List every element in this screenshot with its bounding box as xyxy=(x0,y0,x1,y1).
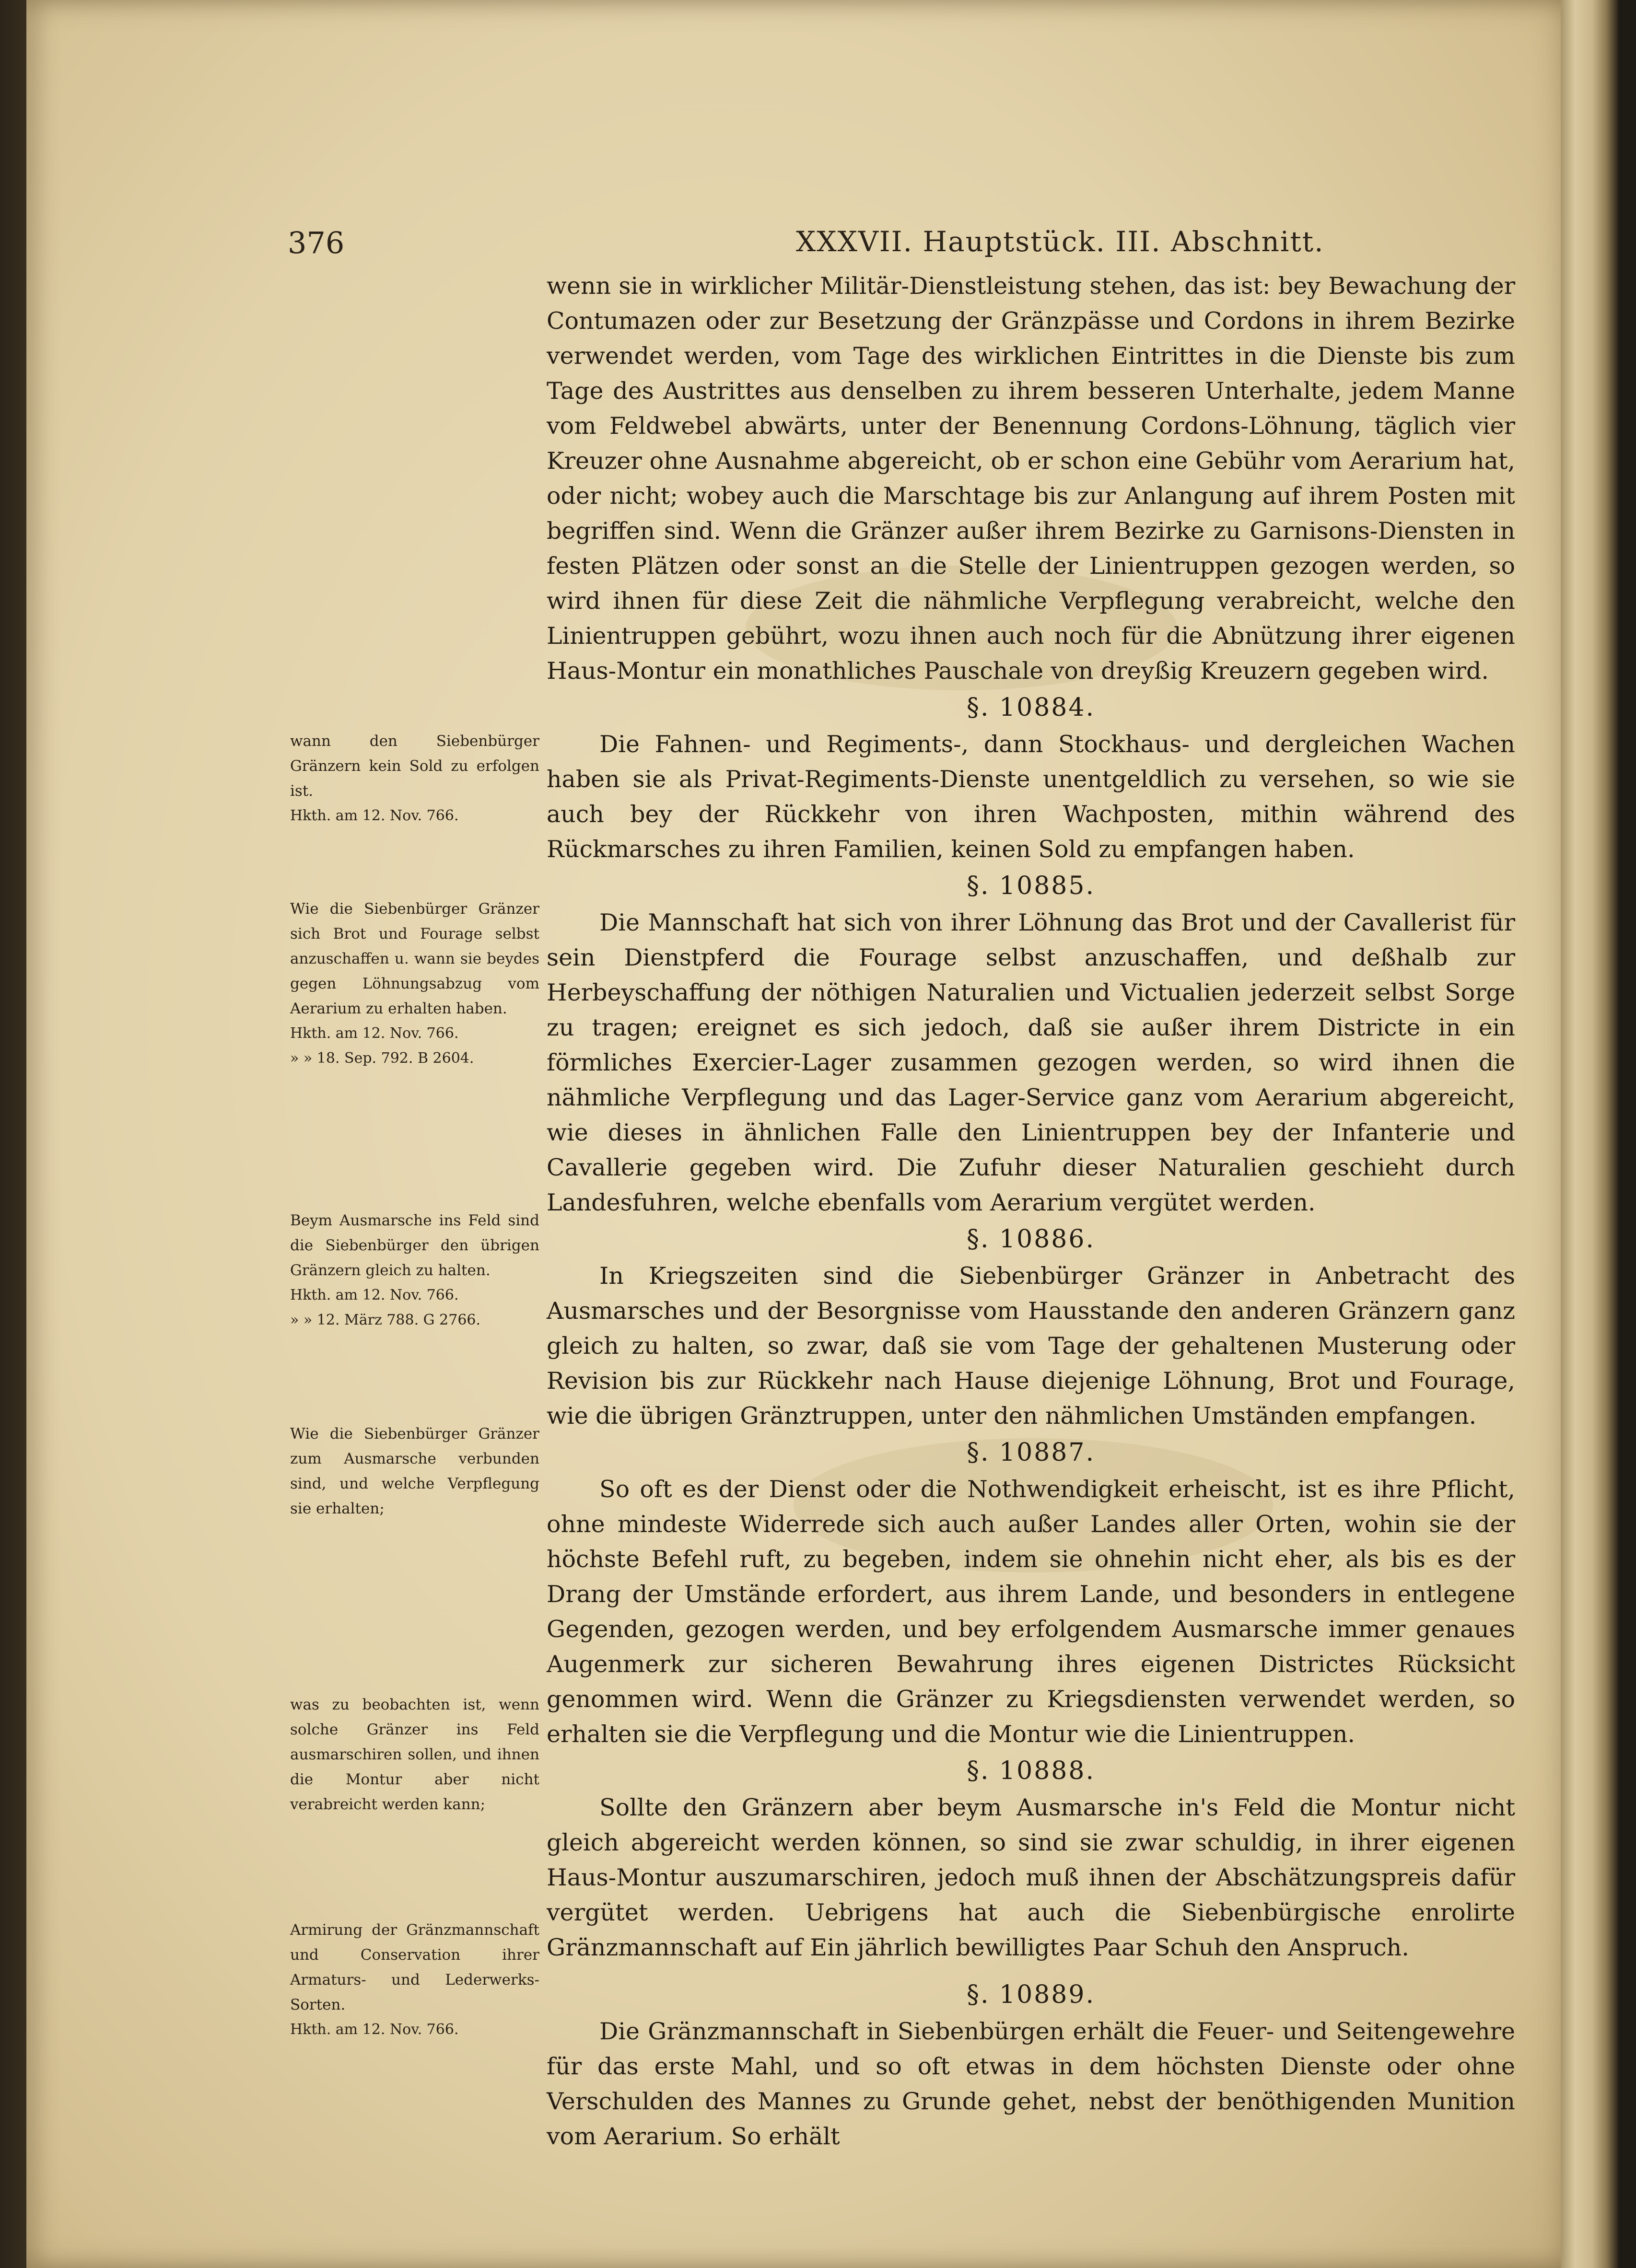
page-edge xyxy=(1561,0,1618,2268)
section-10887-text: So oft es der Dienst oder die Nothwendigkeit erheischt, ist es ihre Pflicht, ohne mindeste Widerrede sich auch außer Landes aller Orten, wohin sie der höchste Befehl ruft, zu begeben, indem sie ohnehin nicht eher, als bis es der Drang der Umstände erfordert, aus ihrem Lande, und besonders in entlegene Gegenden, gezogen werden, und bey erfolgendem Ausmarsche immer genaues Augenmerk zur sicheren Bewahrung ihres eigenen Districtes Rücksicht genommen wird. Wenn die Gränzer zu Kriegsdiensten verwendet werden, so erhalten sie die Verpflegung und die Montur wie die Linientruppen. xyxy=(547,1476,1515,1748)
margin-note-text: wann den Siebenbürger Gränzern kein Sold zu erfolgen ist. xyxy=(290,733,539,800)
margin-note-2 xyxy=(290,896,539,1071)
section-10884-text: Die Fahnen- und Regiments-, dann Stockhaus- und dergleichen Wachen haben sie als Privat-Regiments-Dienste unentgeldlich zu versehen, so wie sie auch bey der Rückkehr von ihren Wachposten, mithin während des Rückmarsches zu ihren Familien, keinen Sold zu empfangen haben. xyxy=(547,731,1515,863)
section-10889-heading: §. 10889. xyxy=(966,1980,1095,2009)
margin-note-reference: Hkth. am 12. Nov. 766. xyxy=(290,2021,459,2038)
section-10886-heading: §. 10886. xyxy=(966,1225,1095,1254)
section-10887-heading: §. 10887. xyxy=(966,1438,1095,1467)
margin-note-3 xyxy=(290,1208,539,1333)
margin-note-text: Armirung der Gränzmannschaft und Conservation ihrer Armaturs- und Lederwerks-Sorten. xyxy=(290,1921,539,2013)
main-text xyxy=(547,268,1515,2154)
margin-note-reference: Hkth. am 12. Nov. 766. xyxy=(290,1287,459,1303)
section-10885-heading: §. 10885. xyxy=(966,872,1095,900)
page-number: 376 xyxy=(288,225,345,260)
margin-note-reference: Hkth. am 12. Nov. 766. xyxy=(290,807,459,824)
section-10886-text: In Kriegszeiten sind die Siebenbürger Gränzer in Anbetracht des Ausmarsches und der Besorgnisse vom Hausstande den anderen Gränzern ganz gleich zu halten, so zwar, daß sie vom Tage der gehaltenen Musterung oder Revision bis zur Rückkehr nach Hause diejenige Löhnung, Brot und Fourage, wie die übrigen Gränztruppen, unter den nähmlichen Umständen empfangen. xyxy=(547,1262,1515,1430)
section-10884-heading: §. 10884. xyxy=(966,693,1095,722)
section-10885-text: Die Mannschaft hat sich von ihrer Löhnung das Brot und der Cavallerist für sein Dienstpferd die Fourage selbst anzuschaffen, und deßhalb zur Herbeyschaffung der nöthigen Naturalien und Victualien jederzeit selbst Sorge zu tragen; ereignet es sich jedoch, daß sie außer ihrem Districte in ein förmliches Exercier-Lager zusammen gezogen werden, so wird ihnen die nähmliche Verpflegung und das Lager-Service ganz vom Aerarium abgereicht, wie dieses in ähnlichen Falle den Linientruppen bey der Infanterie und Cavallerie gegeben wird. Die Zufuhr dieser Naturalien geschieht durch Landesfuhren, welche ebenfalls vom Aerarium vergütet werden. xyxy=(547,909,1515,1216)
margin-note-5 xyxy=(290,1692,539,1817)
section-10888-heading: §. 10888. xyxy=(966,1756,1095,1785)
paragraph-continued: wenn sie in wirklicher Militär-Dienstleistung stehen, das ist: bey Bewachung der Contumazen oder zur Besetzung der Gränzpässe und Cordons in ihrem Bezirke verwendet werden, vom Tage des wirklichen Eintrittes in die Dienste bis zum Tage des Austrittes aus denselben zu ihrem besseren Unterhalte, jedem Manne vom Feldwebel abwärts, unter der Benennung Cordons-Löhnung, täglich vier Kreuzer ohne Ausnahme abgereicht, ob er schon eine Gebühr vom Aerarium hat, oder nicht; wobey auch die Marschtage bis zur Anlangung auf ihrem Posten mit begriffen sind. Wenn die Gränzer außer ihrem Bezirke zu Garnisons-Diensten in festen Plätzen oder sonst an die Stelle der Linientruppen gezogen werden, so wird ihnen für diese Zeit die nähmliche Verpflegung verabreicht, welche den Linientruppen gebührt, wozu ihnen auch noch für die Abnützung ihrer eigenen Haus-Montur ein monathliches Pauschale von dreyßig Kreuzern gegeben wird. xyxy=(547,272,1515,685)
margin-note-reference-2: » » 12. März 788. G 2766. xyxy=(290,1312,481,1328)
page-header xyxy=(288,225,1510,268)
margin-note-4 xyxy=(290,1421,539,1521)
margin-note-text: was zu beobachten ist, wenn solche Gränzer ins Feld ausmarschiren sollen, und ihnen die Montur aber nicht verabreicht werden kann; xyxy=(290,1696,539,1813)
section-10889-text: Die Gränzmannschaft in Siebenbürgen erhält die Feuer- und Seitengewehre für das erste Mahl, und so oft etwas in dem höchsten Dienste oder ohne Verschulden des Mannes zu Grunde gehet, nebst der benöthigenden Munition vom Aerarium. So erhält xyxy=(547,2018,1515,2150)
margin-note-text: Wie die Siebenbürger Gränzer zum Ausmarsche verbunden sind, und welche Verpflegung sie erhalten; xyxy=(290,1425,539,1517)
margin-note-1 xyxy=(290,729,539,828)
margin-note-6 xyxy=(290,1918,539,2042)
margin-note-text: Beym Ausmarsche ins Feld sind die Siebenbürger den übrigen Gränzern gleich zu halten. xyxy=(290,1212,539,1279)
section-10888-text: Sollte den Gränzern aber beym Ausmarsche in's Feld die Montur nicht gleich abgereicht werden können, so sind sie zwar schuldig, in ihrer eigenen Haus-Montur auszumarschiren, jedoch muß ihnen der Abschätzungspreis dafür vergütet werden. Uebrigens hat auch die Siebenbürgische enrolirte Gränzmannschaft auf Ein jährlich bewilligtes Paar Schuh den Anspruch. xyxy=(547,1794,1515,1961)
margin-note-text: Wie die Siebenbürger Gränzer sich Brot und Fourage selbst anzuschaffen u. wann sie beydes gegen Löhnungsabzug vom Aerarium zu erhalten haben. xyxy=(290,900,539,1017)
margin-note-reference: Hkth. am 12. Nov. 766. xyxy=(290,1025,459,1042)
margin-note-reference-2: » » 18. Sep. 792. B 2604. xyxy=(290,1050,474,1067)
running-head: XXXVII. Hauptstück. III. Abschnitt. xyxy=(796,225,1324,258)
